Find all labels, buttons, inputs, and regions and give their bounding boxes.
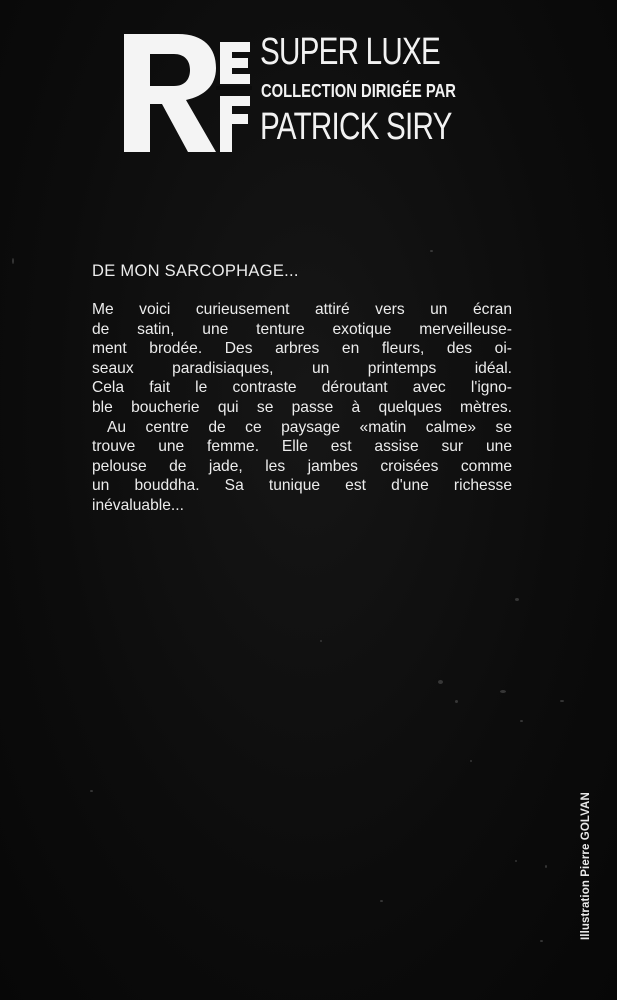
blurb-line: Me voici curieusement attiré vers un écran bbox=[92, 301, 512, 318]
blurb-line: Au centre de ce paysage «matin calme» se bbox=[107, 418, 512, 436]
blurb-line: Cela fait le contraste déroutant avec l'igno- bbox=[92, 379, 512, 397]
blurb-text bbox=[92, 300, 512, 516]
illustration-credit: Illustration Pierre GOLVAN bbox=[580, 792, 592, 940]
blurb-line: inévaluable... bbox=[92, 496, 184, 514]
blurb-line: seaux paradisiaques, un printemps idéal. bbox=[92, 359, 512, 377]
blurb-line: trouve une femme. Elle est assise sur une bbox=[92, 438, 512, 456]
series-subtitle: COLLECTION DIRIGÉE PAR bbox=[261, 81, 456, 101]
blurb-line: pelouse de jade, les jambes croisées comme bbox=[92, 457, 512, 475]
series-title: SUPER LUXE bbox=[260, 31, 440, 73]
blurb-line: ment brodée. Des arbres en fleurs, des oi- bbox=[92, 340, 512, 358]
blurb-line: un bouddha. Sa tunique est d'une richesse bbox=[92, 477, 512, 495]
blurb-heading: DE MON SARCOPHAGE... bbox=[92, 262, 299, 280]
blurb-line: de satin, une tenture exotique merveilleuse- bbox=[92, 320, 512, 338]
ref-logo-icon bbox=[120, 30, 256, 156]
series-director: PATRICK SIRY bbox=[260, 106, 452, 148]
blurb-line: ble boucherie qui se passe à quelques mètres. bbox=[92, 398, 512, 416]
series-header bbox=[120, 30, 490, 160]
